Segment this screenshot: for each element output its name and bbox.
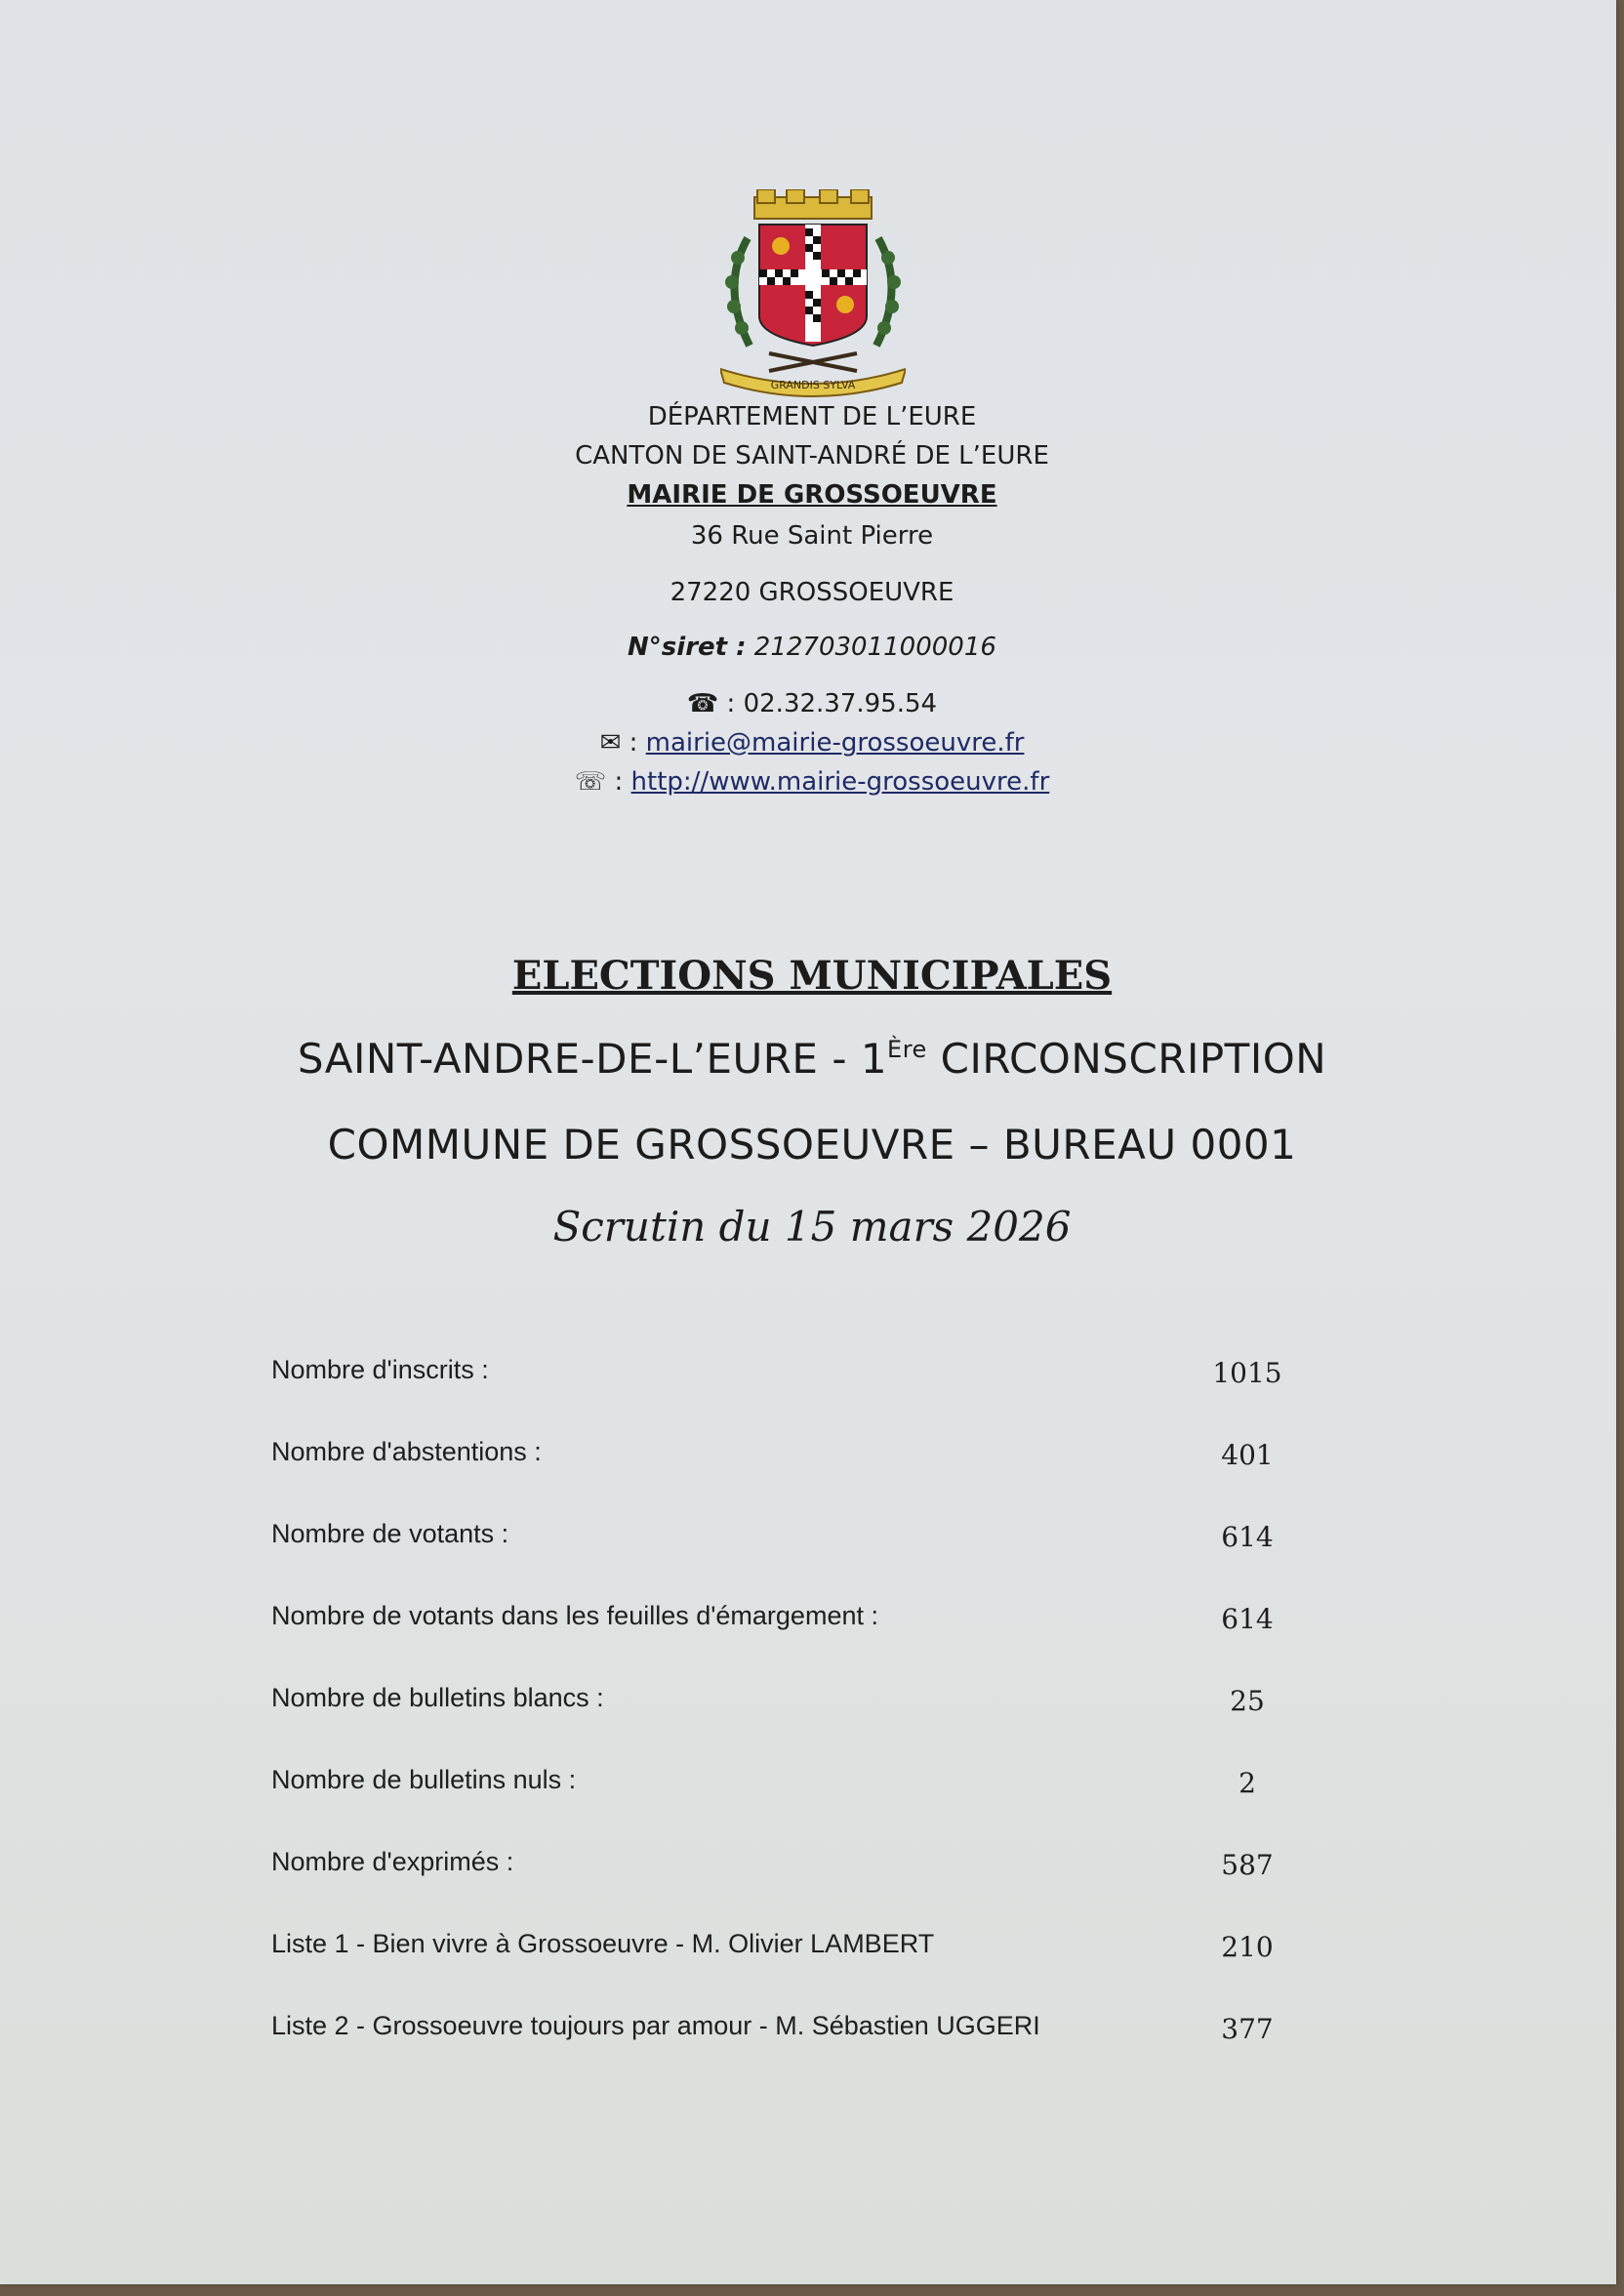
result-row: [271, 1519, 1306, 1558]
commune-line: COMMUNE DE GROSSOEUVRE – BUREAU 0001: [327, 1121, 1297, 1168]
city-line: 27220 GROSSOEUVRE: [670, 578, 954, 607]
email-link[interactable]: mairie@mairie-grossoeuvre.fr: [645, 728, 1025, 758]
circonscription-line: [0, 1035, 1624, 1083]
result-row: [271, 2011, 1306, 2050]
canton-line: CANTON DE SAINT-ANDRÉ DE L’EURE: [575, 441, 1049, 471]
election-title: ELECTIONS MUNICIPALES: [511, 953, 1113, 999]
result-label: Nombre d'exprimés :: [271, 1847, 514, 1876]
result-row: [271, 1355, 1306, 1394]
mairie-line: MAIRIE DE GROSSOEUVRE: [627, 480, 997, 510]
result-value: 25: [1230, 1685, 1265, 1717]
result-value: 401: [1221, 1439, 1274, 1471]
result-value: 377: [1221, 2013, 1274, 2045]
scrutin-date: Scrutin du 15 mars 2026: [552, 1203, 1072, 1250]
address-line: 36 Rue Saint Pierre: [690, 521, 934, 551]
siret-value: 212703011000016: [753, 633, 996, 662]
phone-icon: ☎: [686, 689, 719, 718]
result-label: Nombre de bulletins nuls :: [271, 1765, 577, 1794]
circonscription-pre: SAINT-ANDRE-DE-L’EURE - 1: [297, 1035, 888, 1083]
result-value: 614: [1221, 1521, 1274, 1553]
email-separator: :: [621, 728, 646, 758]
coat-of-arms-icon: [720, 189, 906, 400]
phone-line: [0, 689, 1624, 718]
phone-separator: :: [718, 689, 744, 718]
siret-line: [0, 633, 1624, 662]
result-value: 2: [1238, 1767, 1256, 1799]
website-icon: ☏: [574, 767, 607, 797]
email-line: [0, 728, 1624, 758]
result-value: 1015: [1212, 1357, 1282, 1389]
result-row: [271, 1683, 1306, 1722]
website-separator: :: [606, 767, 631, 797]
result-row: [271, 1601, 1306, 1640]
result-value: 587: [1221, 1849, 1274, 1881]
result-label: Nombre d'inscrits :: [271, 1355, 489, 1384]
phone-number: 02.32.37.95.54: [743, 689, 938, 718]
result-label: Nombre de votants dans les feuilles d'émargement :: [271, 1601, 878, 1630]
result-label: Liste 2 - Grossoeuvre toujours par amour - M. Sébastien UGGERI: [271, 2011, 1040, 2040]
motto-text: GRANDIS SYLVA: [770, 379, 856, 391]
result-row: [271, 1929, 1306, 1968]
result-label: Nombre d'abstentions :: [271, 1437, 542, 1466]
website-line: [0, 767, 1624, 797]
result-label: Nombre de bulletins blancs :: [271, 1683, 604, 1712]
circonscription-post: CIRCONSCRIPTION: [926, 1035, 1327, 1083]
siret-label: N°siret :: [628, 633, 747, 662]
result-row: [271, 1765, 1306, 1804]
result-value: 210: [1221, 1931, 1274, 1963]
result-row: [271, 1847, 1306, 1886]
result-row: [271, 1437, 1306, 1476]
result-label: Nombre de votants :: [271, 1519, 509, 1548]
result-value: 614: [1221, 1603, 1274, 1635]
circonscription-sup: Ère: [887, 1036, 927, 1063]
email-icon: ✉: [599, 728, 622, 758]
website-link[interactable]: http://www.mairie-grossoeuvre.fr: [630, 767, 1050, 797]
result-label: Liste 1 - Bien vivre à Grossoeuvre - M. Olivier LAMBERT: [271, 1929, 935, 1958]
departement-line: DÉPARTEMENT DE L’EURE: [647, 402, 977, 431]
